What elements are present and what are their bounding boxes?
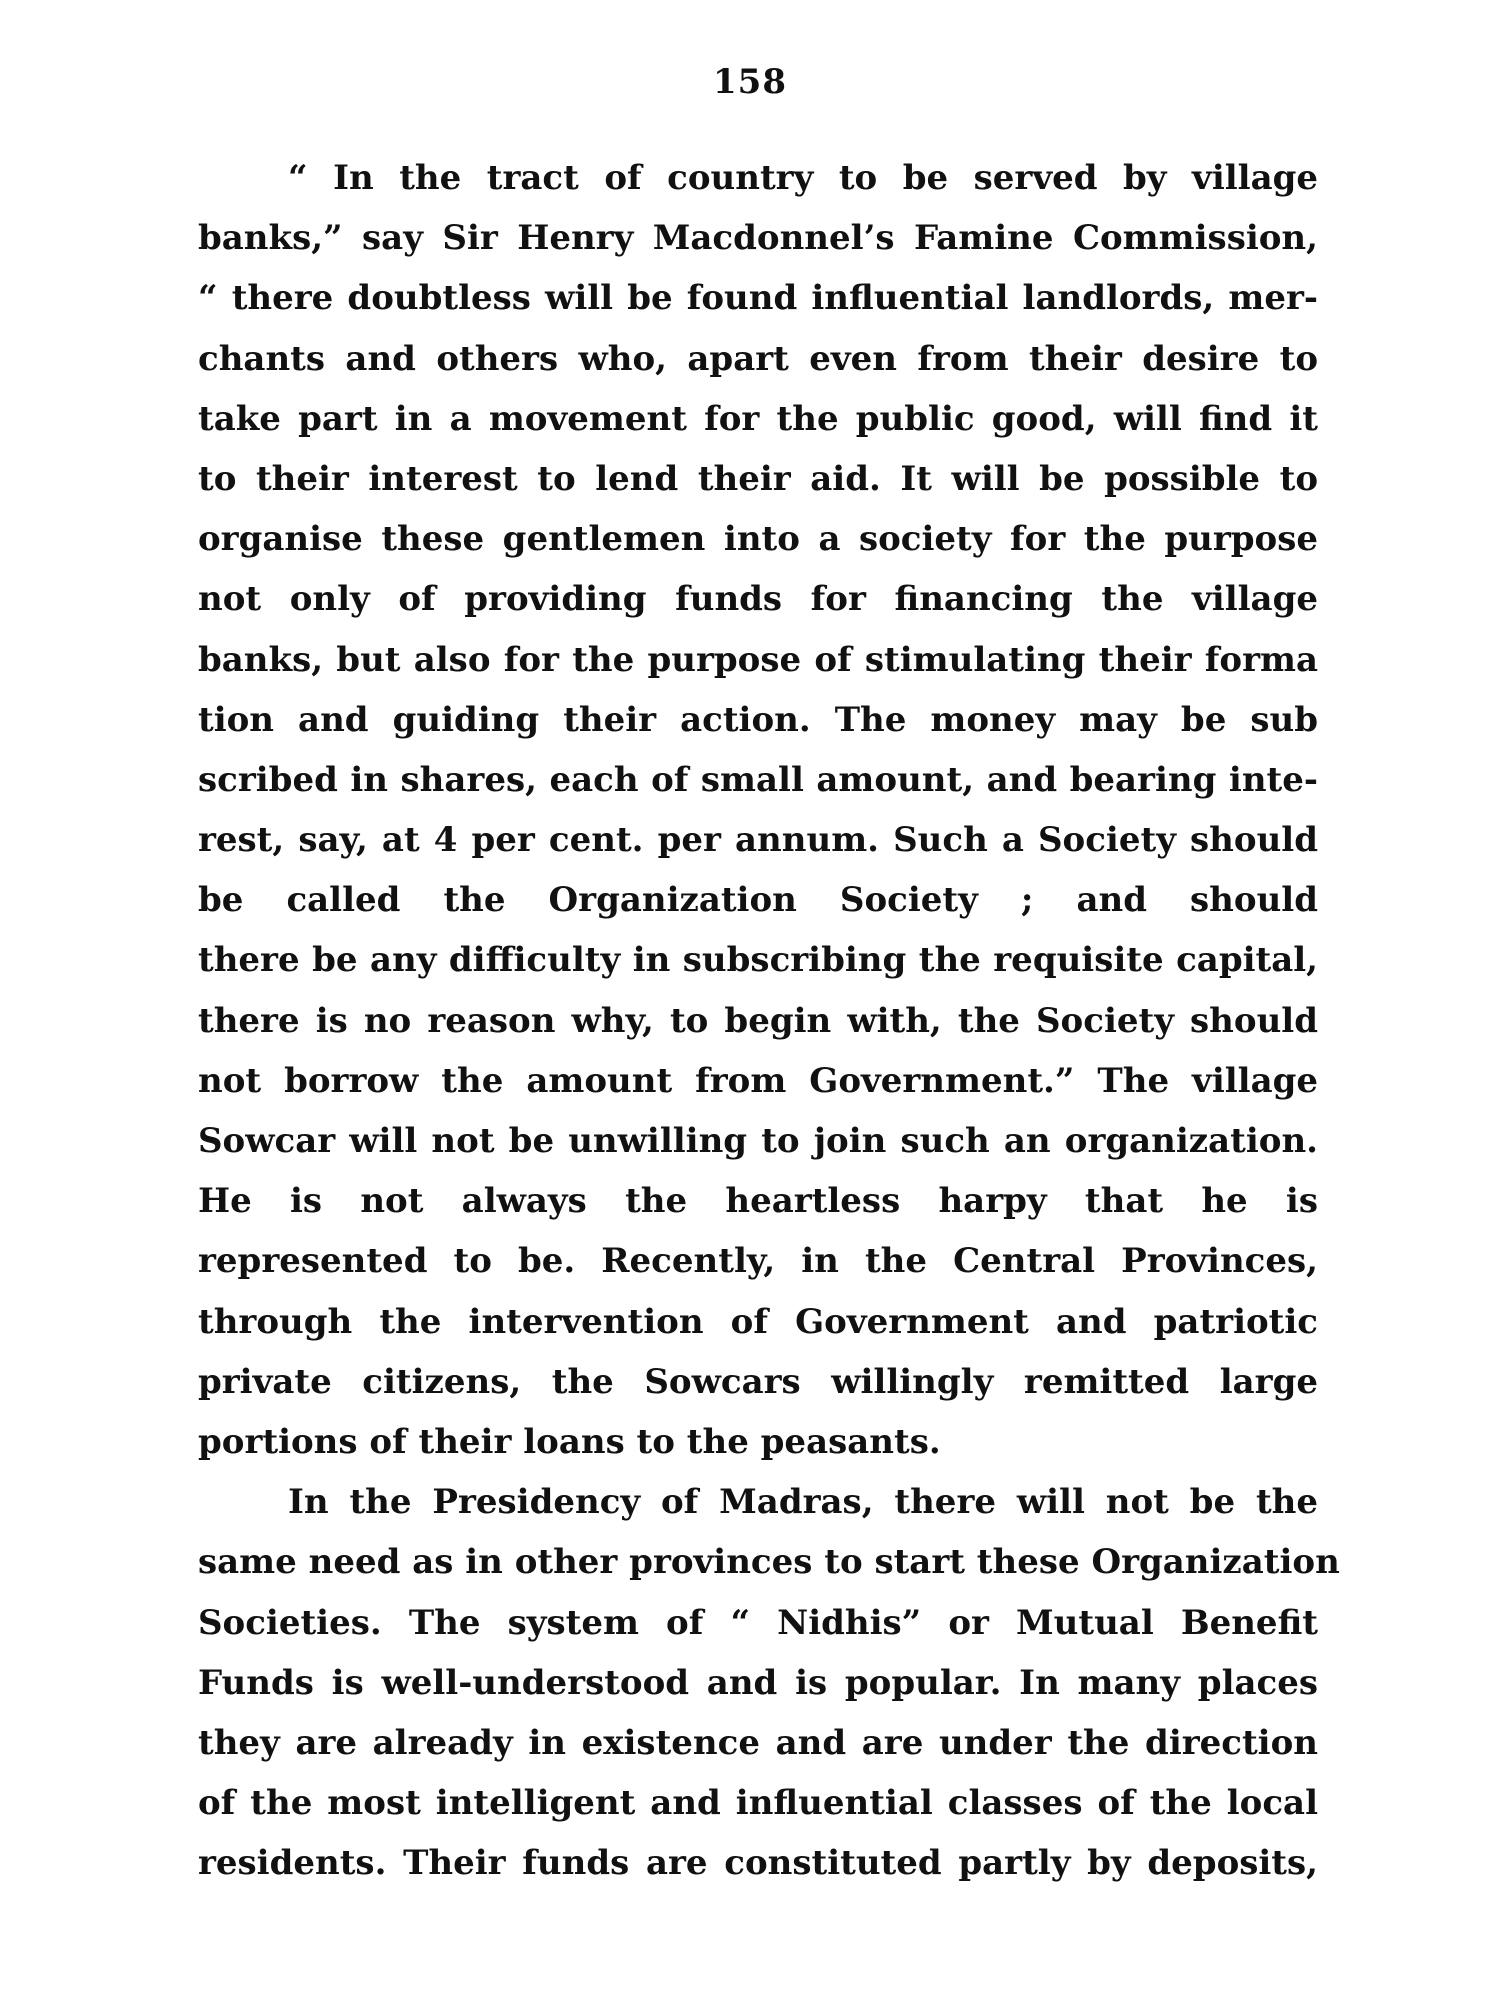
text-line: Funds is well-understood and is popular. In many places [198, 1662, 1318, 1703]
text-line: Sowcar will not be unwilling to join such an organization. [198, 1121, 1318, 1161]
text-line: same need as in other provinces to start these Organization [198, 1542, 1340, 1583]
text-line: tion and guiding their action. The money may be sub [198, 699, 1318, 740]
text-line: there is no reason why, to begin with, the Society should [198, 1000, 1318, 1041]
text-line: banks, but also for the purpose of stimulating their forma [198, 639, 1318, 680]
text-line: take part in a movement for the public good, will find it [198, 398, 1318, 439]
text-line: be called the Organization Society ; and should [198, 880, 1318, 921]
body-text [198, 148, 1340, 1893]
paragraph-2 [198, 1472, 1340, 1893]
text-line: Societies. The system of “ Nidhis” or Mutual Benefit [198, 1602, 1318, 1643]
text-line: organise these gentlemen into a society for the purpose [198, 519, 1318, 560]
text-line: scribed in shares, each of small amount, and bearing inte- [198, 759, 1318, 800]
text-line: represented to be. Recently, in the Central Provinces, [198, 1241, 1318, 1282]
text-line: of the most intelligent and influential classes of the local [198, 1783, 1318, 1824]
text-line: to their interest to lend their aid. It will be possible to [198, 458, 1318, 499]
text-line: there be any difficulty in subscribing the requisite capital, [198, 940, 1318, 981]
text-line: He is not always the heartless harpy that he is [198, 1181, 1318, 1222]
text-line: not only of providing funds for financing the village [198, 579, 1318, 620]
text-line: rest, say, at 4 per cent. per annum. Such a Society should [198, 820, 1318, 861]
text-line: private citizens, the Sowcars willingly remitted large [198, 1361, 1318, 1402]
page-number: 158 [713, 62, 787, 102]
paragraph-1 [198, 148, 1318, 1472]
text-line: “ In the tract of country to be served by village [288, 158, 1318, 198]
text-line: “ there doubtless will be found influential landlords, mer- [198, 278, 1318, 319]
text-line: In the Presidency of Madras, there will not be the [288, 1482, 1318, 1523]
text-line: chants and others who, apart even from their desire to [198, 338, 1318, 379]
text-line: residents. Their funds are constituted partly by deposits, [198, 1843, 1318, 1884]
text-line: banks,” say Sir Henry Macdonnel’s Famine Commission, [198, 218, 1318, 259]
text-line: not borrow the amount from Government.” The village [198, 1060, 1318, 1101]
text-line: portions of their loans to the peasants. [198, 1421, 941, 1462]
text-line: through the intervention of Government and patriotic [198, 1301, 1318, 1342]
text-line: they are already in existence and are under the direction [198, 1722, 1318, 1763]
